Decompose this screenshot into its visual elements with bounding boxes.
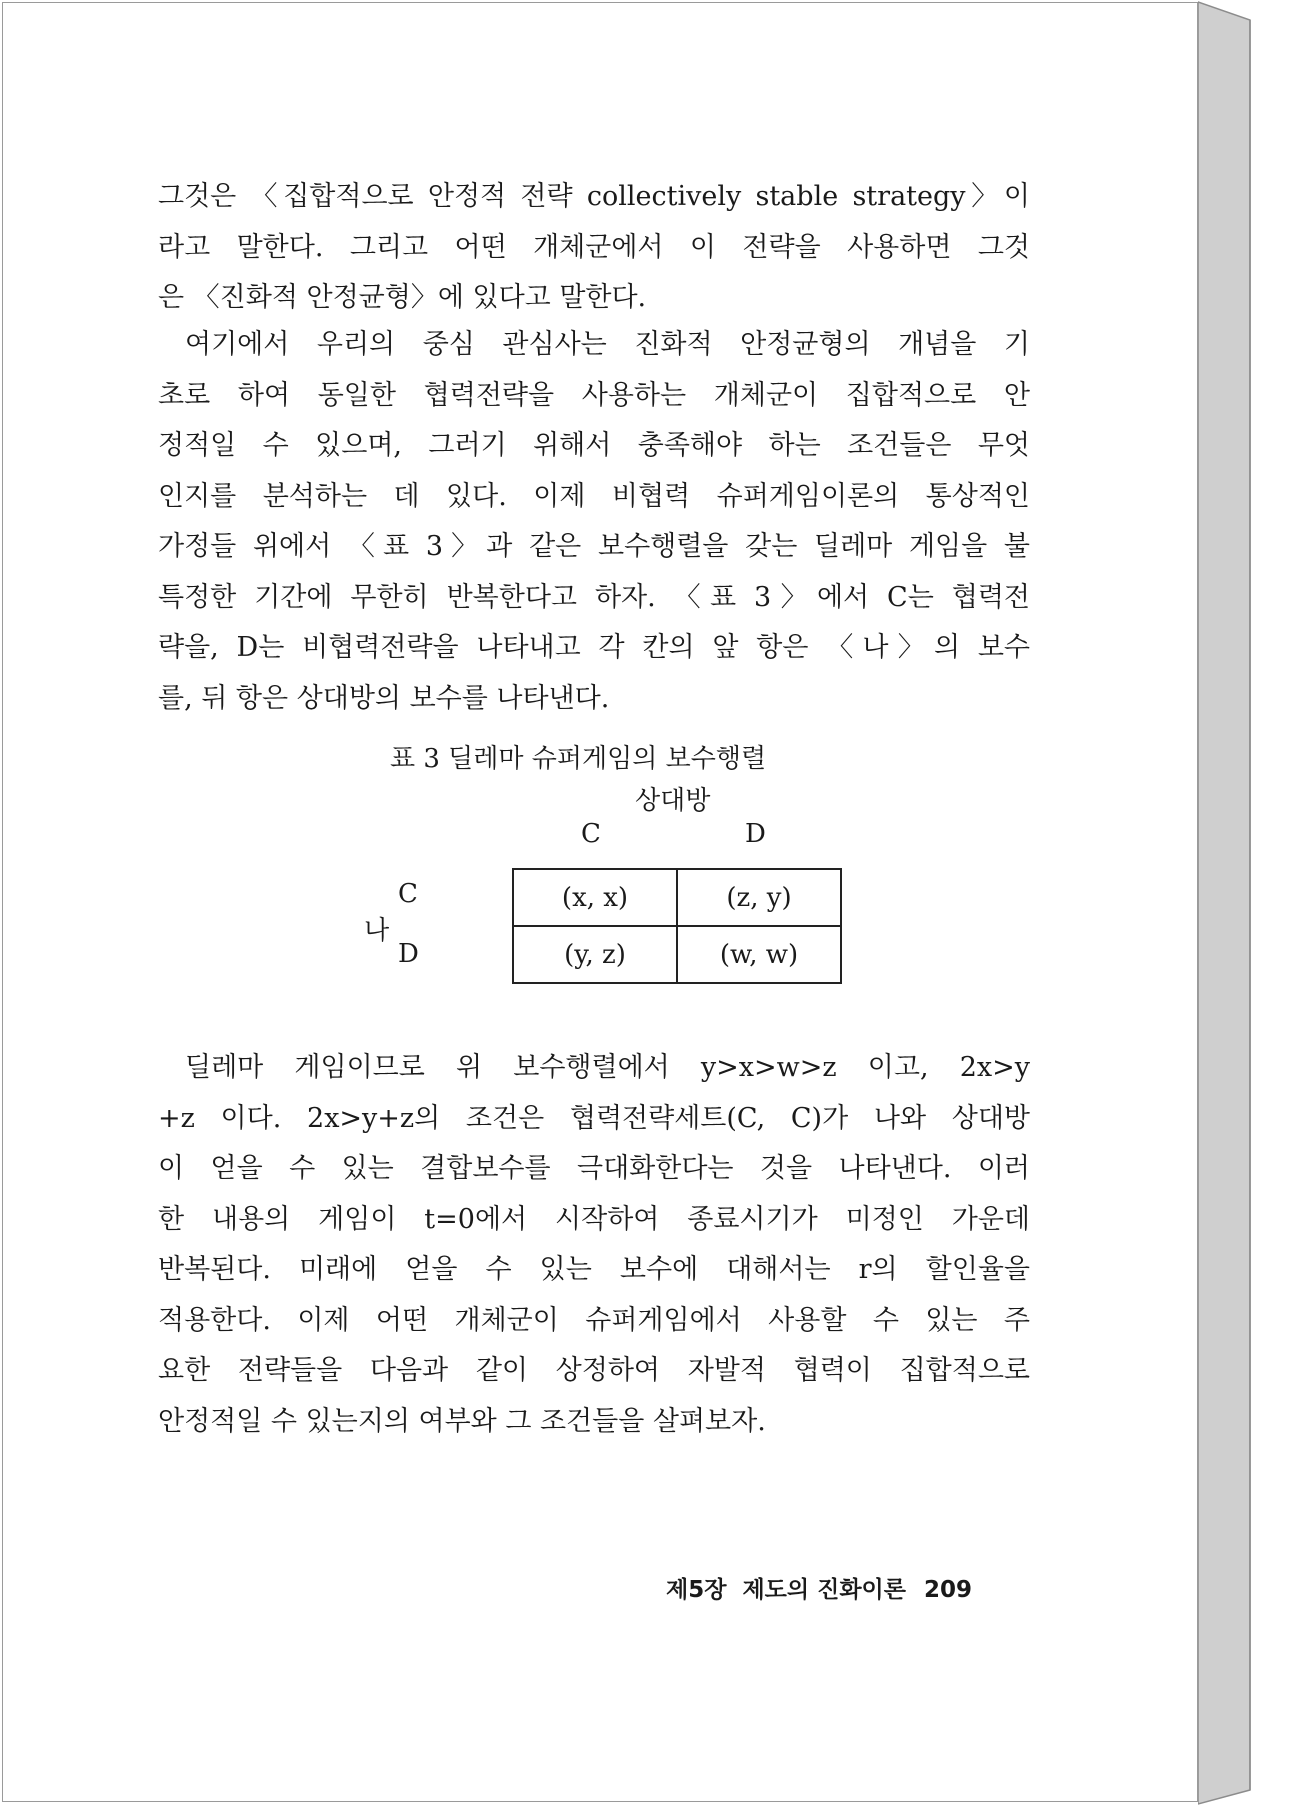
text-line: 은 〈진화적 안정균형〉에 있다고 말한다. bbox=[158, 282, 647, 313]
text-line: 여기에서 우리의 중심 관심사는 진화적 안정균형의 개념을 기 bbox=[185, 329, 1030, 360]
text-line: 이 얻을 수 있는 결합보수를 극대화한다는 것을 나타낸다. 이러 bbox=[158, 1153, 1030, 1184]
matrix-cell-cd: (z, y) bbox=[677, 869, 841, 926]
text-line: 정적일 수 있으며, 그러기 위해서 충족해야 하는 조건들은 무엇 bbox=[158, 430, 1030, 461]
table-title: 표 3 딜레마 슈퍼게임의 보수행렬 bbox=[390, 744, 767, 774]
chapter-title: 제5장 제도의 진화이론 bbox=[666, 1577, 906, 1603]
row-header-d: D bbox=[398, 939, 419, 969]
page-stack-edge bbox=[1198, 0, 1298, 1806]
text-line: 초로 하여 동일한 협력전략을 사용하는 개체군이 집합적으로 안 bbox=[158, 379, 1030, 411]
row-header-c: C bbox=[398, 879, 418, 909]
matrix-row bbox=[513, 869, 841, 926]
text-line: 안정적일 수 있는지의 여부와 그 조건들을 살펴보자. bbox=[158, 1405, 766, 1437]
matrix-cell-cc: (x, x) bbox=[513, 869, 677, 926]
running-footer bbox=[666, 1571, 972, 1604]
opponent-label: 상대방 bbox=[635, 786, 711, 816]
matrix-cell-dd: (w, w) bbox=[677, 926, 841, 983]
payoff-matrix bbox=[512, 868, 842, 984]
column-header-c: C bbox=[581, 819, 601, 849]
paragraph-2 bbox=[158, 320, 1030, 724]
matrix-cell-dc: (y, z) bbox=[513, 926, 677, 983]
text-line: 인지를 분석하는 데 있다. 이제 비협력 슈퍼게임이론의 통상적인 bbox=[158, 480, 1030, 512]
text-line: 가정들 위에서 〈표 3〉과 같은 보수행렬을 갖는 딜레마 게임을 불 bbox=[158, 531, 1030, 562]
text-line: 딜레마 게임이므로 위 보수행렬에서 y>x>w>z 이고, 2x>y bbox=[185, 1052, 1030, 1083]
text-line: 특정한 기간에 무한히 반복한다고 하자. 〈표 3〉에서 C는 협력전 bbox=[158, 581, 1030, 613]
text-line: 반복된다. 미래에 얻을 수 있는 보수에 대해서는 r의 할인율을 bbox=[158, 1254, 1030, 1285]
text-line: 라고 말한다. 그리고 어떤 개체군에서 이 전략을 사용하면 그것 bbox=[158, 231, 1030, 263]
column-header-d: D bbox=[745, 819, 766, 849]
text-line: 그것은 〈집합적으로 안정적 전략 collectively stable strategy〉이 bbox=[158, 181, 1030, 212]
paragraph-1 bbox=[158, 172, 1030, 324]
matrix-row bbox=[513, 926, 841, 983]
me-label: 나 bbox=[364, 916, 390, 946]
text-line: +z 이다. 2x>y+z의 조건은 협력전략세트(C, C)가 나와 상대방 bbox=[158, 1102, 1030, 1134]
paragraph-3 bbox=[158, 1043, 1030, 1447]
text-line: 략을, D는 비협력전략을 나타내고 각 칸의 앞 항은 〈나〉의 보수 bbox=[158, 632, 1030, 663]
text-line: 요한 전략들을 다음과 같이 상정하여 자발적 협력이 집합적으로 bbox=[158, 1355, 1030, 1386]
text-line: 를, 뒤 항은 상대방의 보수를 나타낸다. bbox=[158, 682, 610, 714]
text-line: 적용한다. 이제 어떤 개체군이 슈퍼게임에서 사용할 수 있는 주 bbox=[158, 1304, 1030, 1336]
text-line: 한 내용의 게임이 t=0에서 시작하여 종료시기가 미정인 가운데 bbox=[158, 1203, 1030, 1235]
page-number: 209 bbox=[924, 1577, 973, 1603]
